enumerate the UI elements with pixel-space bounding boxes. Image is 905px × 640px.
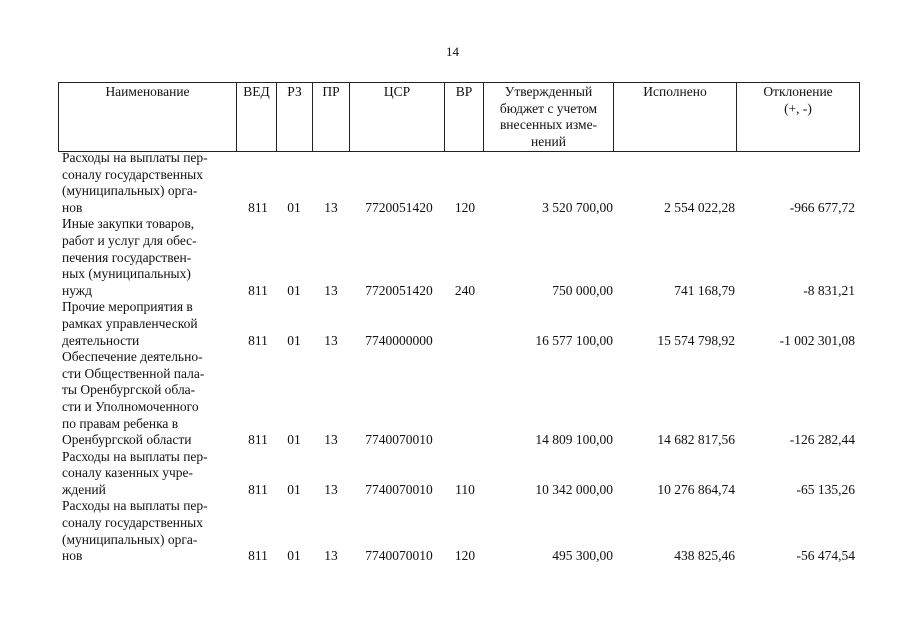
row-ved: 811 [248, 432, 268, 448]
table-row [0, 498, 905, 564]
row-deviation: -8 831,21 [803, 282, 855, 298]
page-number: 14 [446, 44, 459, 59]
row-budget: 3 520 700,00 [542, 199, 613, 215]
row-name: Расходы на выплаты пер- соналу государственных (муниципальных) орга- нов [62, 150, 208, 215]
row-name: Расходы на выплаты пер- соналу казенных учре- ждений [62, 448, 208, 497]
row-vr: 120 [454, 199, 476, 215]
header-csr: ЦСР [350, 83, 445, 152]
row-deviation: -65 135,26 [796, 481, 855, 497]
row-budget: 10 342 000,00 [535, 481, 613, 497]
row-vr: 110 [455, 481, 475, 497]
row-ved: 811 [248, 199, 268, 215]
header-name: Наименование [59, 83, 237, 152]
row-vr: 240 [454, 282, 476, 298]
row-pr: 13 [324, 481, 338, 497]
row-deviation: -966 677,72 [789, 199, 855, 215]
row-csr: 7740070010 [365, 481, 433, 497]
row-csr: 7740070010 [365, 432, 433, 448]
row-pr: 13 [324, 432, 338, 448]
row-executed: 15 574 798,92 [657, 332, 735, 348]
row-budget: 750 000,00 [552, 282, 613, 298]
table-row [0, 150, 905, 216]
row-rz: 01 [287, 548, 301, 564]
row-rz: 01 [287, 432, 301, 448]
row-name: Расходы на выплаты пер- соналу государственных (муниципальных) орга- нов [62, 498, 208, 564]
header-vr: ВР [445, 83, 484, 152]
row-pr: 13 [324, 282, 338, 298]
row-budget: 16 577 100,00 [535, 332, 613, 348]
row-csr: 7740070010 [365, 548, 433, 564]
row-name: Иные закупки товаров, работ и услуг для обес- печения государствен- ных (муниципальных) нужд [62, 216, 197, 298]
row-ved: 811 [248, 282, 268, 298]
row-deviation: -1 002 301,08 [779, 332, 855, 348]
table-row [0, 449, 905, 499]
row-pr: 13 [324, 548, 338, 564]
row-csr: 7720051420 [365, 282, 433, 298]
row-executed: 2 554 022,28 [664, 199, 735, 215]
row-name: Обеспечение деятельно- сти Общественной пала- ты Оренбургской обла- сти и Уполномоченного по правам ребенка в Оренбургской области [62, 349, 205, 448]
row-executed: 14 682 817,56 [657, 432, 735, 448]
header-deviation: Отклонение (+, -) [737, 83, 860, 152]
row-rz: 01 [287, 481, 301, 497]
row-rz: 01 [287, 282, 301, 298]
row-ved: 811 [248, 481, 268, 497]
row-budget: 495 300,00 [552, 548, 613, 564]
row-ved: 811 [248, 332, 268, 348]
table-row [0, 216, 905, 299]
row-name: Прочие мероприятия в рамках управленческой деятельности [62, 299, 198, 348]
row-vr: 120 [454, 548, 476, 564]
header-budget: Утвержденный бюджет с учетом внесенных изме- нений [484, 83, 614, 152]
header-pr: ПР [313, 83, 350, 152]
table-row [0, 349, 905, 449]
row-csr: 7720051420 [365, 199, 433, 215]
row-executed: 438 825,46 [674, 548, 735, 564]
row-pr: 13 [324, 199, 338, 215]
row-pr: 13 [324, 332, 338, 348]
table-row [0, 299, 905, 349]
row-csr: 7740000000 [365, 332, 433, 348]
header-ved: ВЕД [237, 83, 277, 152]
row-deviation: -56 474,54 [796, 548, 855, 564]
header-executed: Исполнено [614, 83, 737, 152]
row-budget: 14 809 100,00 [535, 432, 613, 448]
row-executed: 10 276 864,74 [657, 481, 735, 497]
row-deviation: -126 282,44 [789, 432, 855, 448]
header-rz: РЗ [277, 83, 313, 152]
table-body [0, 150, 905, 565]
row-rz: 01 [287, 199, 301, 215]
row-rz: 01 [287, 332, 301, 348]
table-header [58, 82, 860, 152]
row-executed: 741 168,79 [674, 282, 735, 298]
row-ved: 811 [248, 548, 268, 564]
